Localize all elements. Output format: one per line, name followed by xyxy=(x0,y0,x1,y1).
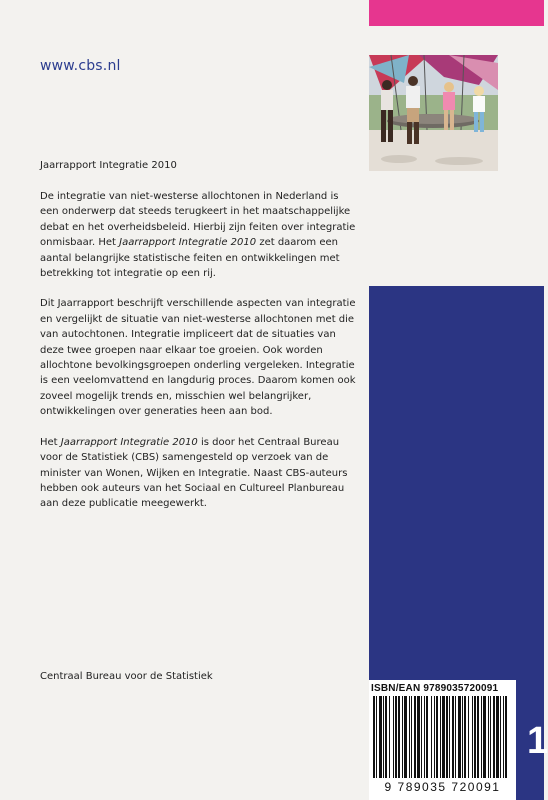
paragraph-3: Het Jaarrapport Integratie 2010 is door het Centraal Bureau voor de Statistiek (CBS) samengesteld op verzoek van de minister van Wonen, Wijken en Integratie. Naast CBS-auteurs hebben ook auteurs van het Sociaal en Cultureel Planbureau aan deze publicatie meegewerkt. xyxy=(40,436,348,510)
paragraph-2: Dit Jaarrapport beschrijft verschillende aspecten van integratie en vergelijkt de situatie van niet-westerse allochtonen met die van autochtonen. Integratie impliceert dat de situaties van deze twee groepen naar elkaar toe groeien. Ook worden allochtone bevolkingsgroepen onderling vergeleken. Integratie is een veelomvattend en langdurig proces. Daarom komen ook zoveel mogelijk trends en, misschien wel belangrijker, ontwikkelingen over generaties heen aan bod. xyxy=(40,298,356,418)
cover-photo-children-on-swing xyxy=(369,55,498,171)
document-title: Jaarrapport Integratie 2010 xyxy=(40,160,177,171)
pink-color-block xyxy=(369,0,544,26)
paragraph-1: De integratie van niet-westerse allochtonen in Nederland is een onderwerp dat steeds terugkeert in het maatschappelijke debat en het overheidsbeleid. Hierbij zijn feiten over integratie onmisbaar. Het Jaarrapport Integratie 2010 zet daarom een aantal belangrijke statistische feiten en ontwikkelingen met betrekking tot integratie op een rij. xyxy=(40,191,356,280)
barcode-number: 9 789035 720091 xyxy=(384,780,501,794)
barcode-bars xyxy=(373,696,512,778)
isbn-label: ISBN/EAN 9789035720091 xyxy=(371,683,499,694)
isbn-barcode xyxy=(369,680,516,800)
website-url[interactable]: www.cbs.nl xyxy=(40,58,121,74)
side-number: 1 xyxy=(527,720,548,762)
publisher-name: Centraal Bureau voor de Statistiek xyxy=(40,671,213,682)
body-text xyxy=(40,189,360,527)
